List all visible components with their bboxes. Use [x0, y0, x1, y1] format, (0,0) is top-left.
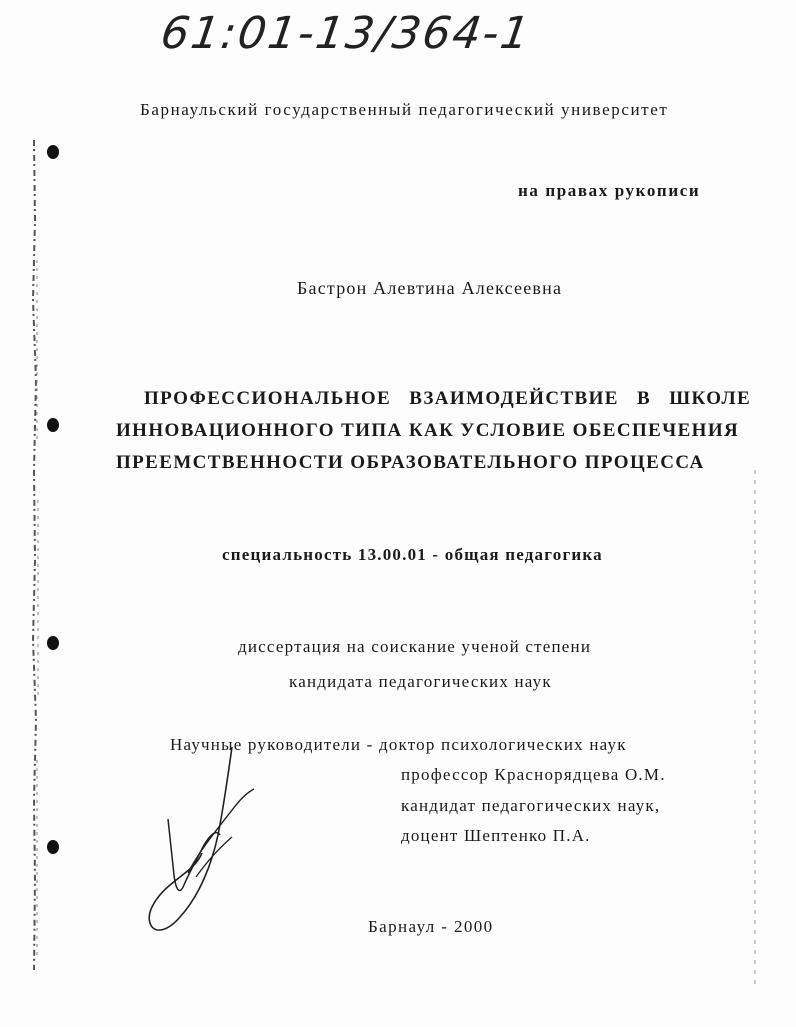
specialty: специальность 13.00.01 - общая педагогика — [222, 545, 603, 564]
binding-hole-1 — [47, 145, 59, 159]
handwritten-signature — [140, 745, 260, 935]
author-name: Бастрон Алевтина Алексеевна — [297, 278, 563, 298]
supervisors-label: Научные руководители - доктор психологических наук — [170, 735, 627, 754]
scan-right-edge — [752, 470, 758, 990]
university-name: Барнаульский государственный педагогический университет — [140, 100, 669, 119]
supervisor-line-2: кандидат педагогических наук, — [401, 796, 661, 815]
dissertation-title — [116, 383, 752, 479]
manuscript-note: на правах рукописи — [518, 181, 701, 200]
supervisor-line-1: профессор Краснорядцева О.М. — [401, 765, 666, 784]
binding-hole-3 — [47, 636, 59, 650]
dissertation-line-1: диссертация на соискание ученой степени — [238, 637, 592, 656]
scan-binding-edge — [30, 140, 40, 970]
handwritten-archive-code: 61:01-13/364-1 — [157, 8, 535, 59]
binding-hole-4 — [47, 840, 59, 854]
title-line-1: ПРОФЕССИОНАЛЬНОЕ ВЗАИМОДЕЙСТВИЕ В ШКОЛЕ — [144, 388, 752, 409]
binding-hole-2 — [47, 418, 59, 432]
city-year: Барнаул - 2000 — [368, 917, 494, 936]
title-line-2: ИННОВАЦИОННОГО ТИПА КАК УСЛОВИЕ ОБЕСПЕЧЕНИЯ — [116, 420, 740, 441]
title-line-3: ПРЕЕМСТВЕННОСТИ ОБРАЗОВАТЕЛЬНОГО ПРОЦЕССА — [116, 452, 705, 473]
dissertation-line-2: кандидата педагогических наук — [289, 672, 552, 691]
supervisor-line-3: доцент Шептенко П.А. — [401, 826, 591, 845]
